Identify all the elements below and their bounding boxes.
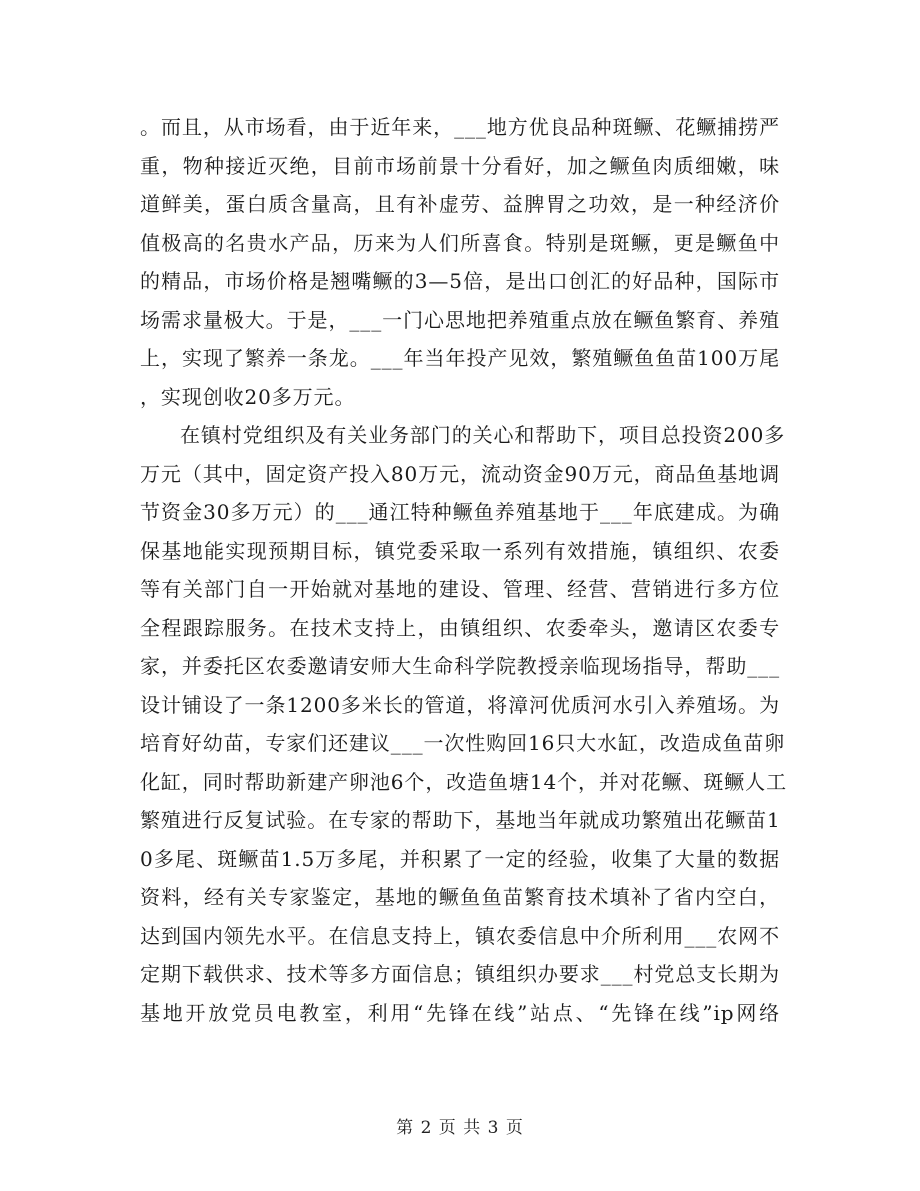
text-line: 场需求量极大。于是，___一门心思地把养殖重点放在鳜鱼繁育、养殖 bbox=[140, 307, 780, 332]
text-line: 在镇村党组织及有关业务部门的关心和帮助下，项目总投资200多 bbox=[180, 423, 786, 447]
text-line: 全程跟踪服务。在技术支持上，由镇组织、农委牵头，邀请区农委专 bbox=[140, 615, 780, 640]
text-line: 设计铺设了一条1200多米长的管道，将漳河优质河水引入养殖场。为 bbox=[140, 692, 780, 717]
text-line: 保基地能实现预期目标，镇党委采取一系列有效措施，镇组织、农委 bbox=[140, 538, 780, 563]
text-line: 值极高的名贵水产品，历来为人们所喜食。特别是斑鳜，更是鳜鱼中 bbox=[140, 230, 780, 255]
text-line: 基地开放党员电教室，利用“先锋在线”站点、“先锋在线”ip网络 bbox=[140, 1000, 780, 1025]
text-line: 等有关部门自一开始就对基地的建设、管理、经营、营销进行多方位 bbox=[140, 577, 780, 601]
text-line: 培育好幼苗，专家们还建议___一次性购回16只大水缸，改造成鱼苗卵 bbox=[140, 731, 786, 755]
text-line: 繁殖进行反复试验。在专家的帮助下，基地当年就成功繁殖出花鳜苗1 bbox=[140, 808, 781, 832]
text-line: ，实现创收20多万元。 bbox=[140, 384, 356, 409]
text-line: 化缸，同时帮助新建产卵池6个，改造鱼塘14个，并对花鳜、斑鳜人工 bbox=[140, 769, 787, 794]
text-line: 家，并委托区农委邀请安师大生命科学院教授亲临现场指导，帮助___ bbox=[140, 654, 780, 678]
text-line: 道鲜美，蛋白质含量高，且有补虚劳、益脾胃之功效，是一种经济价 bbox=[140, 192, 780, 216]
text-line: 达到国内领先水平。在信息支持上，镇农委信息中介所利用___农网不 bbox=[140, 923, 780, 948]
text-line: 资料，经有关专家鉴定，基地的鳜鱼鱼苗繁育技术填补了省内空白， bbox=[140, 885, 780, 909]
text-line: 。而且，从市场看，由于近年来，___地方优良品种斑鳜、花鳜捕捞严 bbox=[140, 115, 780, 139]
text-line: 节资金30多万元）的___通江特种鳜鱼养殖基地于___年底建成。为确 bbox=[140, 500, 780, 524]
text-line: 定期下载供求、技术等多方面信息；镇组织办要求___村党总支长期为 bbox=[140, 962, 780, 986]
body-text bbox=[140, 108, 787, 1032]
text-line: 重，物种接近灭绝，目前市场前景十分看好，加之鳜鱼肉质细嫩，味 bbox=[140, 153, 780, 178]
text-line: 的精品，市场价格是翘嘴鳜的3—5倍，是出口创汇的好品种，国际市 bbox=[140, 269, 780, 293]
text-line: 上，实现了繁养一条龙。___年当年投产见效，繁殖鳜鱼鱼苗100万尾 bbox=[140, 346, 780, 370]
text-line: 0多尾、斑鳜苗1.5万多尾，并积累了一定的经验，收集了大量的数据 bbox=[140, 846, 780, 871]
page-number: 第 2 页 共 3 页 bbox=[396, 1118, 524, 1138]
text-line: 万元（其中，固定资产投入80万元，流动资金90万元，商品鱼基地调 bbox=[140, 461, 780, 486]
